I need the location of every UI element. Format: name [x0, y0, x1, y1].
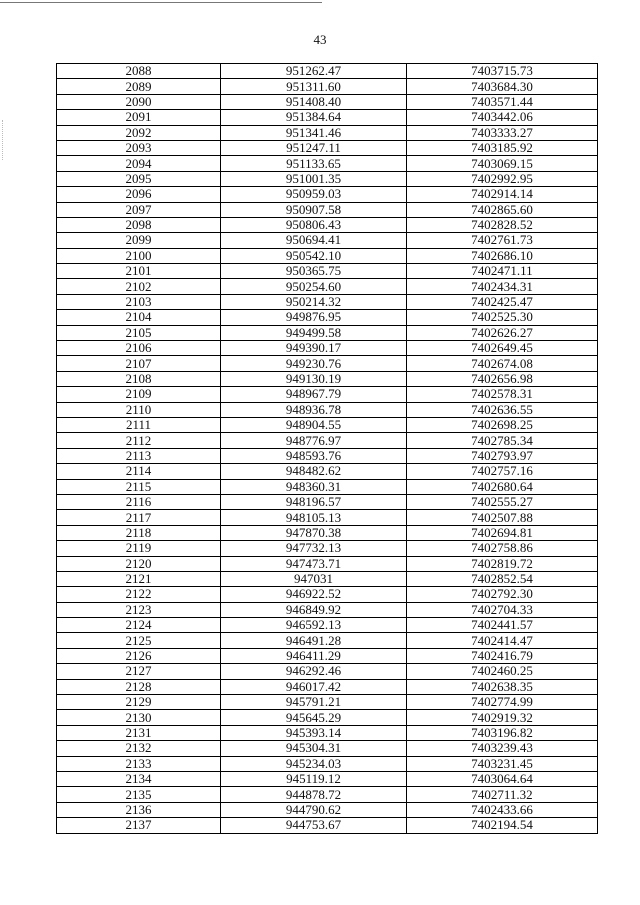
y-coordinate-cell: 7402704.33 — [407, 602, 598, 617]
table-row — [57, 541, 598, 556]
x-coordinate-cell: 948196.57 — [221, 494, 407, 509]
table-row — [57, 695, 598, 710]
point-number-cell: 2127 — [57, 664, 221, 679]
table-row — [57, 325, 598, 340]
x-coordinate-cell: 951384.64 — [221, 110, 407, 125]
point-number-cell: 2111 — [57, 417, 221, 432]
table-row — [57, 264, 598, 279]
point-number-cell: 2136 — [57, 802, 221, 817]
x-coordinate-cell: 945304.31 — [221, 741, 407, 756]
x-coordinate-cell: 950254.60 — [221, 279, 407, 294]
table-row — [57, 494, 598, 509]
x-coordinate-cell: 944790.62 — [221, 802, 407, 817]
table-row — [57, 556, 598, 571]
point-number-cell: 2099 — [57, 233, 221, 248]
table-row — [57, 602, 598, 617]
point-number-cell: 2128 — [57, 679, 221, 694]
y-coordinate-cell: 7402761.73 — [407, 233, 598, 248]
y-coordinate-cell: 7402638.35 — [407, 679, 598, 694]
x-coordinate-cell: 949876.95 — [221, 310, 407, 325]
y-coordinate-cell: 7402649.45 — [407, 341, 598, 356]
y-coordinate-cell: 7403715.73 — [407, 64, 598, 79]
x-coordinate-cell: 948105.13 — [221, 510, 407, 525]
y-coordinate-cell: 7402785.34 — [407, 433, 598, 448]
point-number-cell: 2110 — [57, 402, 221, 417]
x-coordinate-cell: 948360.31 — [221, 479, 407, 494]
table-row — [57, 110, 598, 125]
y-coordinate-cell: 7402416.79 — [407, 648, 598, 663]
point-number-cell: 2095 — [57, 171, 221, 186]
x-coordinate-cell: 946411.29 — [221, 648, 407, 663]
table-row — [57, 187, 598, 202]
x-coordinate-cell: 950806.43 — [221, 217, 407, 232]
x-coordinate-cell: 949390.17 — [221, 341, 407, 356]
point-number-cell: 2100 — [57, 248, 221, 263]
x-coordinate-cell: 948482.62 — [221, 464, 407, 479]
point-number-cell: 2094 — [57, 156, 221, 171]
y-coordinate-cell: 7402694.81 — [407, 525, 598, 540]
x-coordinate-cell: 951247.11 — [221, 140, 407, 155]
x-coordinate-cell: 950907.58 — [221, 202, 407, 217]
table-row — [57, 464, 598, 479]
point-number-cell: 2105 — [57, 325, 221, 340]
table-row — [57, 725, 598, 740]
y-coordinate-cell: 7402914.14 — [407, 187, 598, 202]
x-coordinate-cell: 946491.28 — [221, 633, 407, 648]
x-coordinate-cell: 948967.79 — [221, 387, 407, 402]
point-number-cell: 2133 — [57, 756, 221, 771]
table-row — [57, 818, 598, 833]
table-row — [57, 448, 598, 463]
x-coordinate-cell: 950365.75 — [221, 264, 407, 279]
table-row — [57, 356, 598, 371]
point-number-cell: 2093 — [57, 140, 221, 155]
point-number-cell: 2089 — [57, 79, 221, 94]
table-row — [57, 771, 598, 786]
point-number-cell: 2088 — [57, 64, 221, 79]
table-row — [57, 171, 598, 186]
y-coordinate-cell: 7402414.47 — [407, 633, 598, 648]
y-coordinate-cell: 7403064.64 — [407, 771, 598, 786]
y-coordinate-cell: 7402711.32 — [407, 787, 598, 802]
y-coordinate-cell: 7403684.30 — [407, 79, 598, 94]
x-coordinate-cell: 951311.60 — [221, 79, 407, 94]
point-number-cell: 2107 — [57, 356, 221, 371]
x-coordinate-cell: 945393.14 — [221, 725, 407, 740]
x-coordinate-cell: 947870.38 — [221, 525, 407, 540]
y-coordinate-cell: 7403185.92 — [407, 140, 598, 155]
coordinates-table — [56, 63, 598, 834]
table-row — [57, 679, 598, 694]
table-row — [57, 525, 598, 540]
y-coordinate-cell: 7402674.08 — [407, 356, 598, 371]
y-coordinate-cell: 7403231.45 — [407, 756, 598, 771]
y-coordinate-cell: 7402578.31 — [407, 387, 598, 402]
table-row — [57, 387, 598, 402]
point-number-cell: 2137 — [57, 818, 221, 833]
point-number-cell: 2130 — [57, 710, 221, 725]
top-divider — [0, 2, 322, 3]
x-coordinate-cell: 951341.46 — [221, 125, 407, 140]
y-coordinate-cell: 7402460.25 — [407, 664, 598, 679]
x-coordinate-cell: 945234.03 — [221, 756, 407, 771]
table-row — [57, 341, 598, 356]
y-coordinate-cell: 7402865.60 — [407, 202, 598, 217]
y-coordinate-cell: 7402525.30 — [407, 310, 598, 325]
y-coordinate-cell: 7402792.30 — [407, 587, 598, 602]
table-row — [57, 787, 598, 802]
point-number-cell: 2091 — [57, 110, 221, 125]
y-coordinate-cell: 7403571.44 — [407, 94, 598, 109]
x-coordinate-cell: 947031 — [221, 571, 407, 586]
point-number-cell: 2135 — [57, 787, 221, 802]
x-coordinate-cell: 949499.58 — [221, 325, 407, 340]
x-coordinate-cell: 946592.13 — [221, 618, 407, 633]
y-coordinate-cell: 7402194.54 — [407, 818, 598, 833]
x-coordinate-cell: 945791.21 — [221, 695, 407, 710]
y-coordinate-cell: 7402774.99 — [407, 695, 598, 710]
table-row — [57, 402, 598, 417]
table-row — [57, 294, 598, 309]
y-coordinate-cell: 7403333.27 — [407, 125, 598, 140]
y-coordinate-cell: 7402433.66 — [407, 802, 598, 817]
page-number: 43 — [313, 32, 327, 47]
point-number-cell: 2116 — [57, 494, 221, 509]
x-coordinate-cell: 946292.46 — [221, 664, 407, 679]
point-number-cell: 2126 — [57, 648, 221, 663]
table-row — [57, 94, 598, 109]
table-row — [57, 741, 598, 756]
y-coordinate-cell: 7403239.43 — [407, 741, 598, 756]
y-coordinate-cell: 7402680.64 — [407, 479, 598, 494]
y-coordinate-cell: 7402636.55 — [407, 402, 598, 417]
point-number-cell: 2101 — [57, 264, 221, 279]
y-coordinate-cell: 7402757.16 — [407, 464, 598, 479]
x-coordinate-cell: 948593.76 — [221, 448, 407, 463]
y-coordinate-cell: 7402555.27 — [407, 494, 598, 509]
y-coordinate-cell: 7402819.72 — [407, 556, 598, 571]
point-number-cell: 2092 — [57, 125, 221, 140]
table-row — [57, 633, 598, 648]
table-row — [57, 310, 598, 325]
table-row — [57, 648, 598, 663]
point-number-cell: 2096 — [57, 187, 221, 202]
x-coordinate-cell: 947473.71 — [221, 556, 407, 571]
point-number-cell: 2108 — [57, 371, 221, 386]
y-coordinate-cell: 7402656.98 — [407, 371, 598, 386]
point-number-cell: 2112 — [57, 433, 221, 448]
scan-margin-mark — [2, 120, 4, 160]
coordinates-table-body — [57, 64, 598, 834]
table-row — [57, 156, 598, 171]
y-coordinate-cell: 7402919.32 — [407, 710, 598, 725]
y-coordinate-cell: 7402626.27 — [407, 325, 598, 340]
point-number-cell: 2117 — [57, 510, 221, 525]
x-coordinate-cell: 950959.03 — [221, 187, 407, 202]
y-coordinate-cell: 7402434.31 — [407, 279, 598, 294]
point-number-cell: 2119 — [57, 541, 221, 556]
point-number-cell: 2104 — [57, 310, 221, 325]
point-number-cell: 2090 — [57, 94, 221, 109]
point-number-cell: 2121 — [57, 571, 221, 586]
point-number-cell: 2118 — [57, 525, 221, 540]
x-coordinate-cell: 945645.29 — [221, 710, 407, 725]
table-row — [57, 140, 598, 155]
point-number-cell: 2120 — [57, 556, 221, 571]
x-coordinate-cell: 947732.13 — [221, 541, 407, 556]
y-coordinate-cell: 7402425.47 — [407, 294, 598, 309]
point-number-cell: 2114 — [57, 464, 221, 479]
x-coordinate-cell: 946017.42 — [221, 679, 407, 694]
y-coordinate-cell: 7402793.97 — [407, 448, 598, 463]
point-number-cell: 2109 — [57, 387, 221, 402]
point-number-cell: 2125 — [57, 633, 221, 648]
table-row — [57, 618, 598, 633]
table-row — [57, 479, 598, 494]
x-coordinate-cell: 950694.41 — [221, 233, 407, 248]
y-coordinate-cell: 7402507.88 — [407, 510, 598, 525]
point-number-cell: 2115 — [57, 479, 221, 494]
point-number-cell: 2103 — [57, 294, 221, 309]
x-coordinate-cell: 950542.10 — [221, 248, 407, 263]
x-coordinate-cell: 951133.65 — [221, 156, 407, 171]
y-coordinate-cell: 7403069.15 — [407, 156, 598, 171]
table-row — [57, 710, 598, 725]
table-row — [57, 248, 598, 263]
point-number-cell: 2123 — [57, 602, 221, 617]
y-coordinate-cell: 7402828.52 — [407, 217, 598, 232]
point-number-cell: 2106 — [57, 341, 221, 356]
table-row — [57, 417, 598, 432]
x-coordinate-cell: 950214.32 — [221, 294, 407, 309]
table-row — [57, 64, 598, 79]
x-coordinate-cell: 949230.76 — [221, 356, 407, 371]
x-coordinate-cell: 948936.78 — [221, 402, 407, 417]
point-number-cell: 2113 — [57, 448, 221, 463]
x-coordinate-cell: 949130.19 — [221, 371, 407, 386]
y-coordinate-cell: 7402686.10 — [407, 248, 598, 263]
point-number-cell: 2102 — [57, 279, 221, 294]
x-coordinate-cell: 946849.92 — [221, 602, 407, 617]
x-coordinate-cell: 951262.47 — [221, 64, 407, 79]
x-coordinate-cell: 944753.67 — [221, 818, 407, 833]
y-coordinate-cell: 7402992.95 — [407, 171, 598, 186]
table-row — [57, 571, 598, 586]
point-number-cell: 2122 — [57, 587, 221, 602]
y-coordinate-cell: 7403196.82 — [407, 725, 598, 740]
table-row — [57, 802, 598, 817]
x-coordinate-cell: 951408.40 — [221, 94, 407, 109]
table-row — [57, 664, 598, 679]
x-coordinate-cell: 951001.35 — [221, 171, 407, 186]
x-coordinate-cell: 946922.52 — [221, 587, 407, 602]
table-row — [57, 125, 598, 140]
table-row — [57, 756, 598, 771]
y-coordinate-cell: 7402441.57 — [407, 618, 598, 633]
table-row — [57, 510, 598, 525]
table-row — [57, 79, 598, 94]
x-coordinate-cell: 948776.97 — [221, 433, 407, 448]
table-row — [57, 371, 598, 386]
point-number-cell: 2098 — [57, 217, 221, 232]
table-row — [57, 279, 598, 294]
x-coordinate-cell: 945119.12 — [221, 771, 407, 786]
y-coordinate-cell: 7402758.86 — [407, 541, 598, 556]
table-row — [57, 587, 598, 602]
y-coordinate-cell: 7402698.25 — [407, 417, 598, 432]
table-row — [57, 202, 598, 217]
point-number-cell: 2132 — [57, 741, 221, 756]
y-coordinate-cell: 7403442.06 — [407, 110, 598, 125]
x-coordinate-cell: 944878.72 — [221, 787, 407, 802]
point-number-cell: 2131 — [57, 725, 221, 740]
point-number-cell: 2097 — [57, 202, 221, 217]
y-coordinate-cell: 7402471.11 — [407, 264, 598, 279]
table-row — [57, 233, 598, 248]
y-coordinate-cell: 7402852.54 — [407, 571, 598, 586]
table-row — [57, 217, 598, 232]
x-coordinate-cell: 948904.55 — [221, 417, 407, 432]
point-number-cell: 2124 — [57, 618, 221, 633]
point-number-cell: 2134 — [57, 771, 221, 786]
point-number-cell: 2129 — [57, 695, 221, 710]
table-row — [57, 433, 598, 448]
